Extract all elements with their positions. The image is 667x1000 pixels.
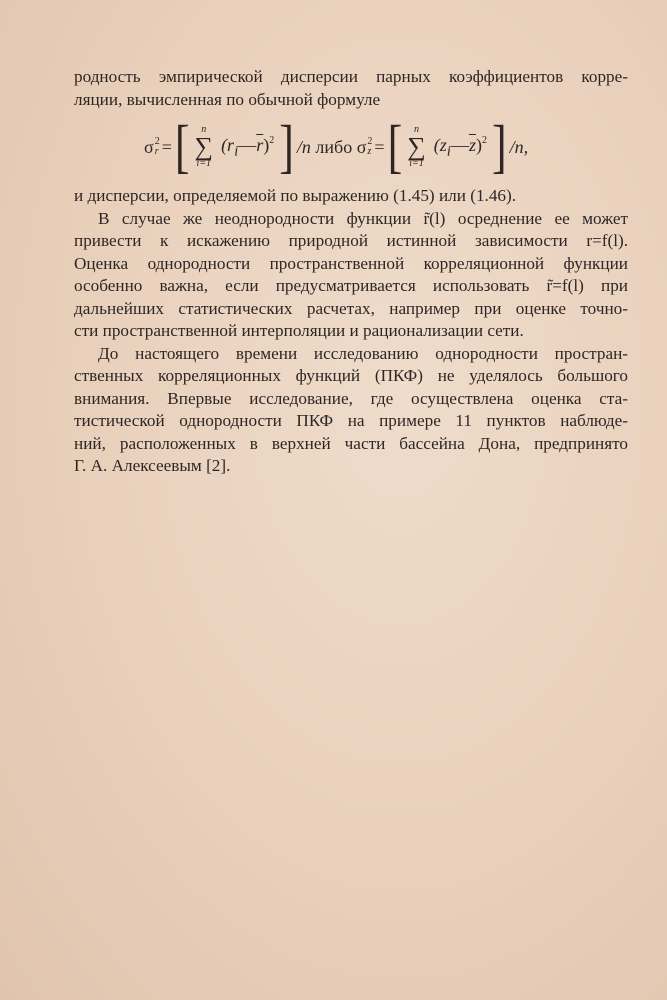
term-close: ) (263, 135, 270, 156)
text-line: особенно важна, если предусматривается использовать r̃=f(l) при (74, 276, 628, 295)
text-line: ний, расположенных в верхней части бассейна Дона, предпринято (74, 433, 628, 453)
square: 2 (269, 135, 275, 147)
variance-formula (74, 113, 628, 181)
sum-symbol: ∑ (407, 132, 426, 161)
term-sub: i (446, 144, 451, 161)
open-bracket: [ (387, 113, 403, 180)
sigma-symbol: σ (356, 136, 367, 157)
minus: — (238, 135, 257, 156)
text-line: Оценка однородности пространственной корреляционной функции (74, 253, 628, 273)
superscript: 2 (154, 136, 160, 147)
mean-r: $\overline{r}$ (256, 135, 264, 156)
text-line: ственных корреляционных функций (ПКФ) не уделялось большого (74, 366, 628, 385)
subscript: z (367, 146, 372, 157)
open-bracket: [ (174, 113, 190, 180)
sum-symbol: ∑ (194, 132, 214, 161)
paragraph-4 (74, 343, 628, 478)
text-line: В случае же неоднородности функции r̃(l) осреднение ее может (98, 208, 628, 228)
divide-n: /n (296, 136, 311, 157)
close-bracket: ] (491, 113, 507, 180)
text-line: привести к искажению природной истинной зависимости r=f(l). (74, 231, 628, 250)
equals-sign: = (374, 136, 385, 157)
sum-upper: n (201, 124, 207, 135)
term-sub: i (234, 144, 239, 161)
equals-sign: = (161, 136, 172, 157)
text-line: До настоящего времени исследованию однородности простран- (98, 343, 628, 363)
summation (195, 125, 214, 169)
text-line: дальнейших статистических расчетах, например при оценке точно- (74, 298, 628, 318)
close-bracket: ] (279, 113, 294, 180)
text-line: внимания. Впервые исследование, где осуществлена оценка ста- (74, 388, 628, 408)
subscript: r (154, 146, 159, 157)
connector-word: либо (310, 136, 357, 157)
mean-z: $\overline{z}$ (468, 135, 476, 156)
divide-n: /n, (509, 136, 529, 157)
term-close: ) (475, 135, 482, 156)
paragraph-3 (74, 208, 628, 343)
superscript: 2 (367, 136, 373, 147)
page-body (74, 66, 628, 478)
text-line: Г. А. Алексеевым [2]. (74, 456, 231, 475)
term-open: (z (433, 135, 447, 156)
sum-upper: n (413, 124, 419, 135)
term-open: (r (221, 135, 235, 156)
text-line: тистической однородности ПКФ на примере 11 пунктов наблюде- (74, 411, 628, 430)
minus: — (450, 135, 469, 156)
right-term (434, 130, 487, 163)
text-line: сти пространственной интерполяции и рационализации сети. (74, 321, 524, 340)
sum-lower: i=1 (409, 158, 424, 169)
text-line: ляции, вычисленная по обычной формуле (74, 89, 381, 109)
sigma-indices (155, 137, 160, 157)
sigma-symbol: σ (144, 136, 154, 157)
paragraph-1 (74, 66, 628, 111)
sum-lower: i=1 (196, 158, 212, 169)
summation (407, 125, 426, 169)
paragraph-2 (74, 185, 628, 208)
square: 2 (481, 135, 487, 147)
text-line: и дисперсии, определяемой по выражению (1.45) или (1.46). (74, 186, 517, 205)
sigma-indices (367, 137, 372, 157)
left-term (221, 130, 274, 163)
text-line: родность эмпирической дисперсии парных коэффициентов корре- (74, 67, 628, 86)
